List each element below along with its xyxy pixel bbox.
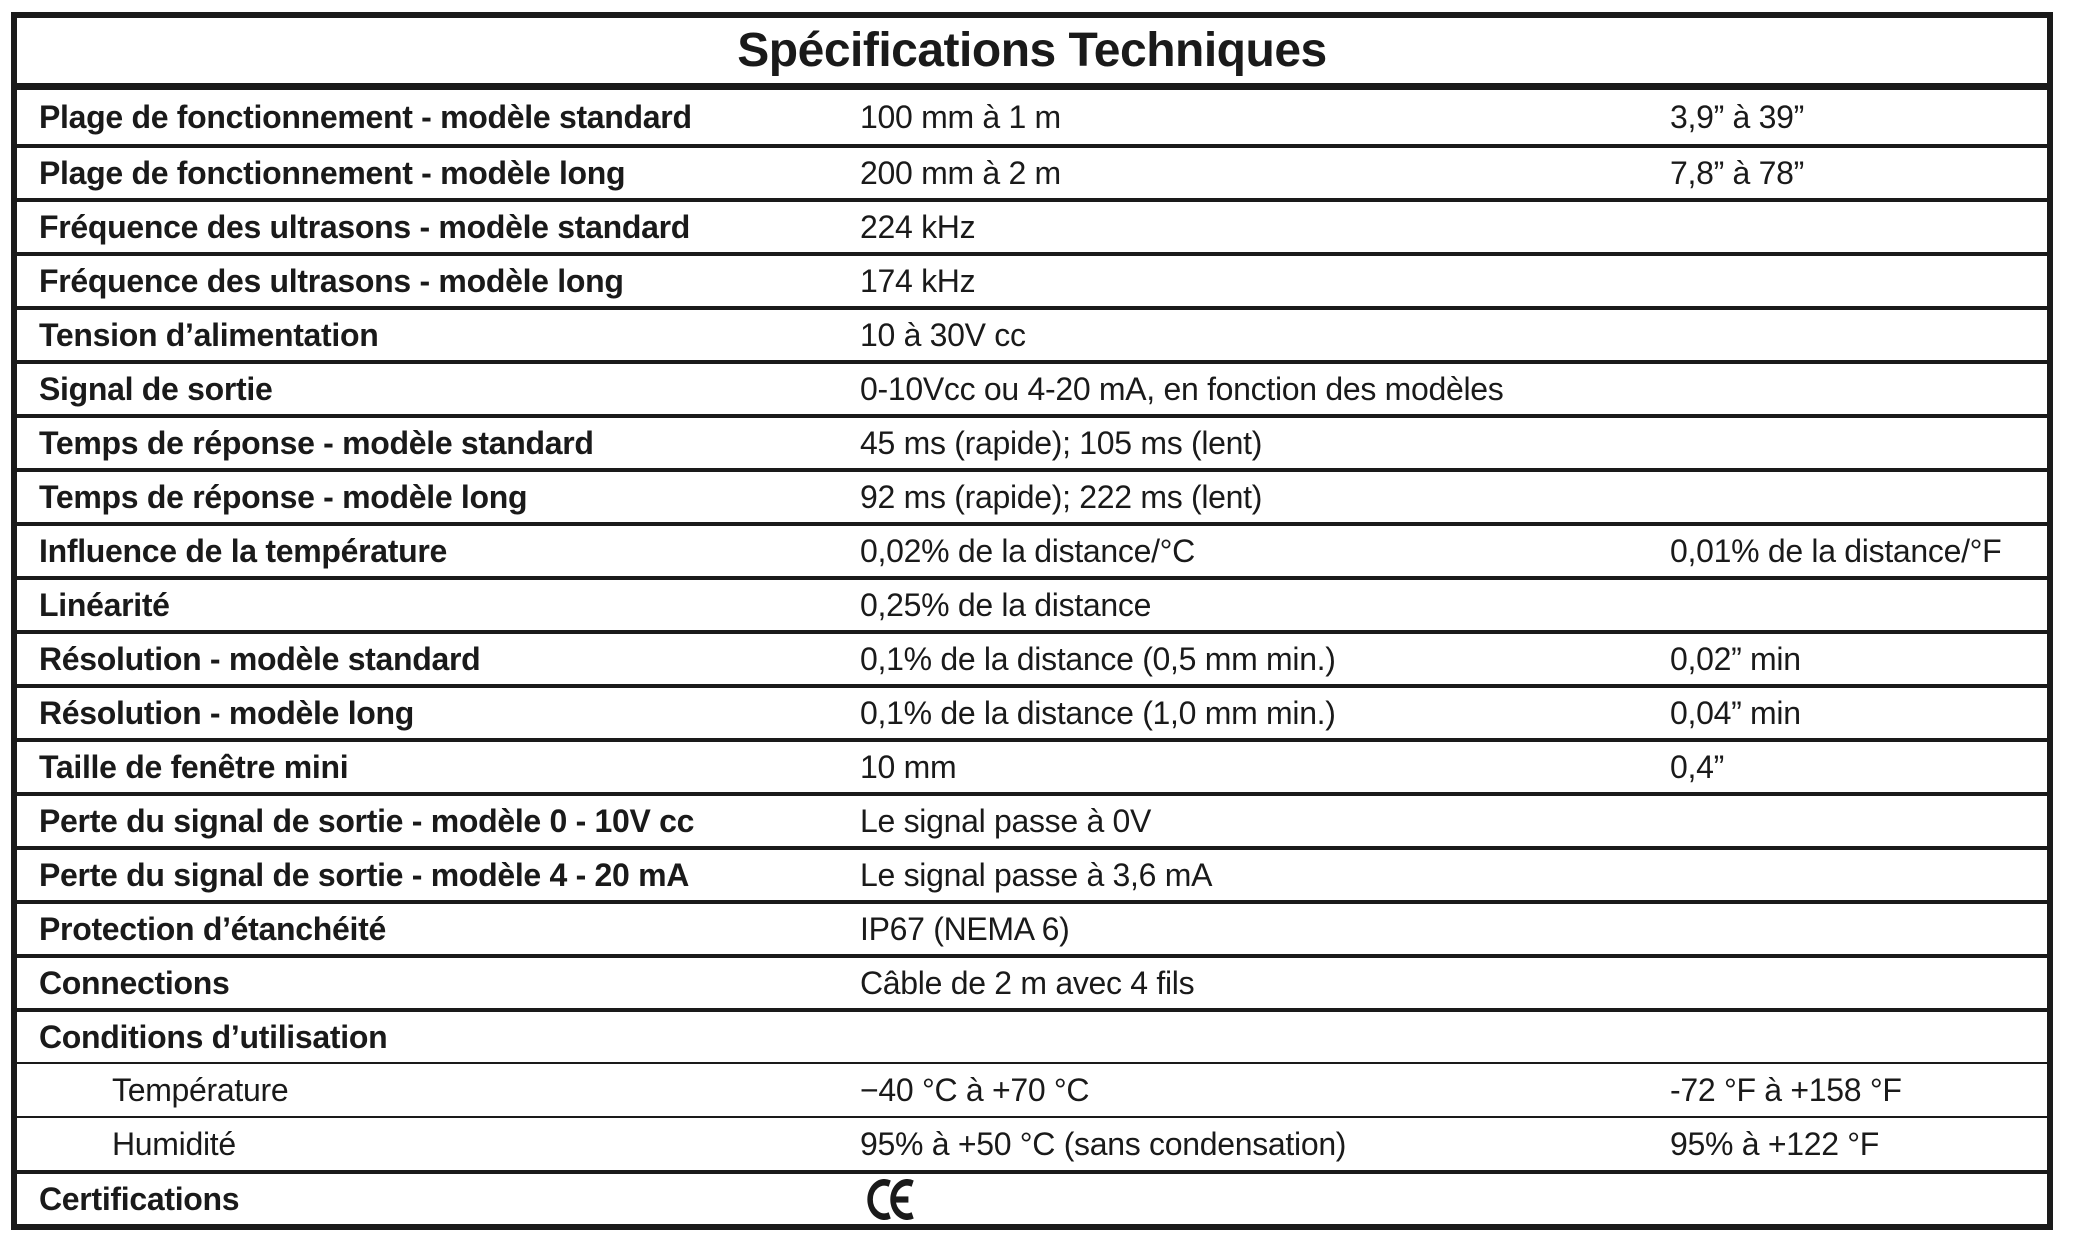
spec-label: Certifications (39, 1181, 240, 1217)
spec-label: Fréquence des ultrasons - modèle long (39, 263, 624, 299)
spec-value-metric: 92 ms (rapide); 222 ms (lent) (860, 479, 1263, 515)
spec-value-imperial: 7,8” à 78” (1670, 155, 1804, 191)
spec-value-imperial: 0,02” min (1670, 641, 1801, 677)
table-row (17, 360, 2047, 414)
table-row (17, 1170, 2047, 1224)
table-row (17, 1062, 2047, 1116)
table-row (17, 684, 2047, 738)
spec-label: Influence de la température (39, 533, 448, 569)
table-row (17, 252, 2047, 306)
spec-value-metric (860, 1179, 1670, 1220)
spec-value-metric: 0-10Vcc ou 4-20 mA, en fonction des modèles (860, 371, 1504, 407)
spec-label: Plage de fonctionnement - modèle long (39, 155, 626, 191)
spec-value-imperial: 0,4” (1670, 749, 1724, 785)
spec-label: Tension d’alimentation (39, 317, 379, 353)
spec-value-metric: 224 kHz (860, 209, 976, 245)
spec-label: Plage de fonctionnement - modèle standard (39, 99, 692, 135)
spec-label: Humidité (112, 1126, 236, 1162)
spec-value-metric: 10 mm (860, 749, 957, 785)
table-row (17, 1116, 2047, 1170)
spec-value-metric: 10 à 30V cc (860, 317, 1026, 353)
spec-value-imperial: 0,04” min (1670, 695, 1801, 731)
spec-value-metric: 174 kHz (860, 263, 976, 299)
spec-label: Résolution - modèle long (39, 695, 415, 731)
table-row (17, 576, 2047, 630)
table-row (17, 468, 2047, 522)
table-row (17, 306, 2047, 360)
spec-value-imperial: 95% à +122 °F (1670, 1126, 1880, 1162)
spec-value-metric: 45 ms (rapide); 105 ms (lent) (860, 425, 1263, 461)
spec-value-metric: Le signal passe à 3,6 mA (860, 857, 1213, 893)
table-row (17, 738, 2047, 792)
spec-label: Perte du signal de sortie - modèle 4 - 20 mA (39, 857, 690, 893)
table-row (17, 1008, 2047, 1062)
spec-value-imperial: -72 °F à +158 °F (1670, 1072, 1902, 1108)
table-row (17, 630, 2047, 684)
table-row (17, 198, 2047, 252)
spec-value-metric: IP67 (NEMA 6) (860, 911, 1070, 947)
table-row (17, 900, 2047, 954)
spec-value-metric: −40 °C à +70 °C (860, 1072, 1090, 1108)
table-row (17, 414, 2047, 468)
spec-label: Taille de fenêtre mini (39, 749, 349, 785)
table-row (17, 954, 2047, 1008)
spec-label: Signal de sortie (39, 371, 273, 407)
ce-mark-icon (860, 1179, 922, 1220)
spec-table (11, 12, 2053, 1230)
spec-value-imperial: 0,01% de la distance/°F (1670, 533, 2002, 569)
spec-label: Résolution - modèle standard (39, 641, 481, 677)
spec-label: Protection d’étanchéité (39, 911, 386, 947)
table-row (17, 846, 2047, 900)
spec-label: Temps de réponse - modèle standard (39, 425, 594, 461)
table-row (17, 522, 2047, 576)
table-body (17, 90, 2047, 1224)
spec-value-metric: 0,1% de la distance (0,5 mm min.) (860, 641, 1336, 677)
spec-value-metric: 95% à +50 °C (sans condensation) (860, 1126, 1347, 1162)
spec-label: Fréquence des ultrasons - modèle standard (39, 209, 690, 245)
spec-label: Temps de réponse - modèle long (39, 479, 528, 515)
spec-value-metric: Câble de 2 m avec 4 fils (860, 965, 1195, 1001)
table-title: Spécifications Techniques (17, 18, 2047, 90)
spec-value-metric: 0,25% de la distance (860, 587, 1152, 623)
spec-value-imperial: 3,9” à 39” (1670, 99, 1804, 135)
spec-label: Température (112, 1072, 289, 1108)
spec-label: Linéarité (39, 587, 170, 623)
spec-value-metric: 200 mm à 2 m (860, 155, 1061, 191)
spec-value-metric: 0,1% de la distance (1,0 mm min.) (860, 695, 1336, 731)
spec-label: Conditions d’utilisation (39, 1019, 388, 1055)
spec-value-metric: 100 mm à 1 m (860, 99, 1061, 135)
spec-label: Perte du signal de sortie - modèle 0 - 10V cc (39, 803, 695, 839)
spec-value-metric: 0,02% de la distance/°C (860, 533, 1195, 569)
table-row (17, 792, 2047, 846)
spec-value-metric: Le signal passe à 0V (860, 803, 1152, 839)
table-row (17, 90, 2047, 144)
spec-label: Connections (39, 965, 230, 1001)
table-row (17, 144, 2047, 198)
